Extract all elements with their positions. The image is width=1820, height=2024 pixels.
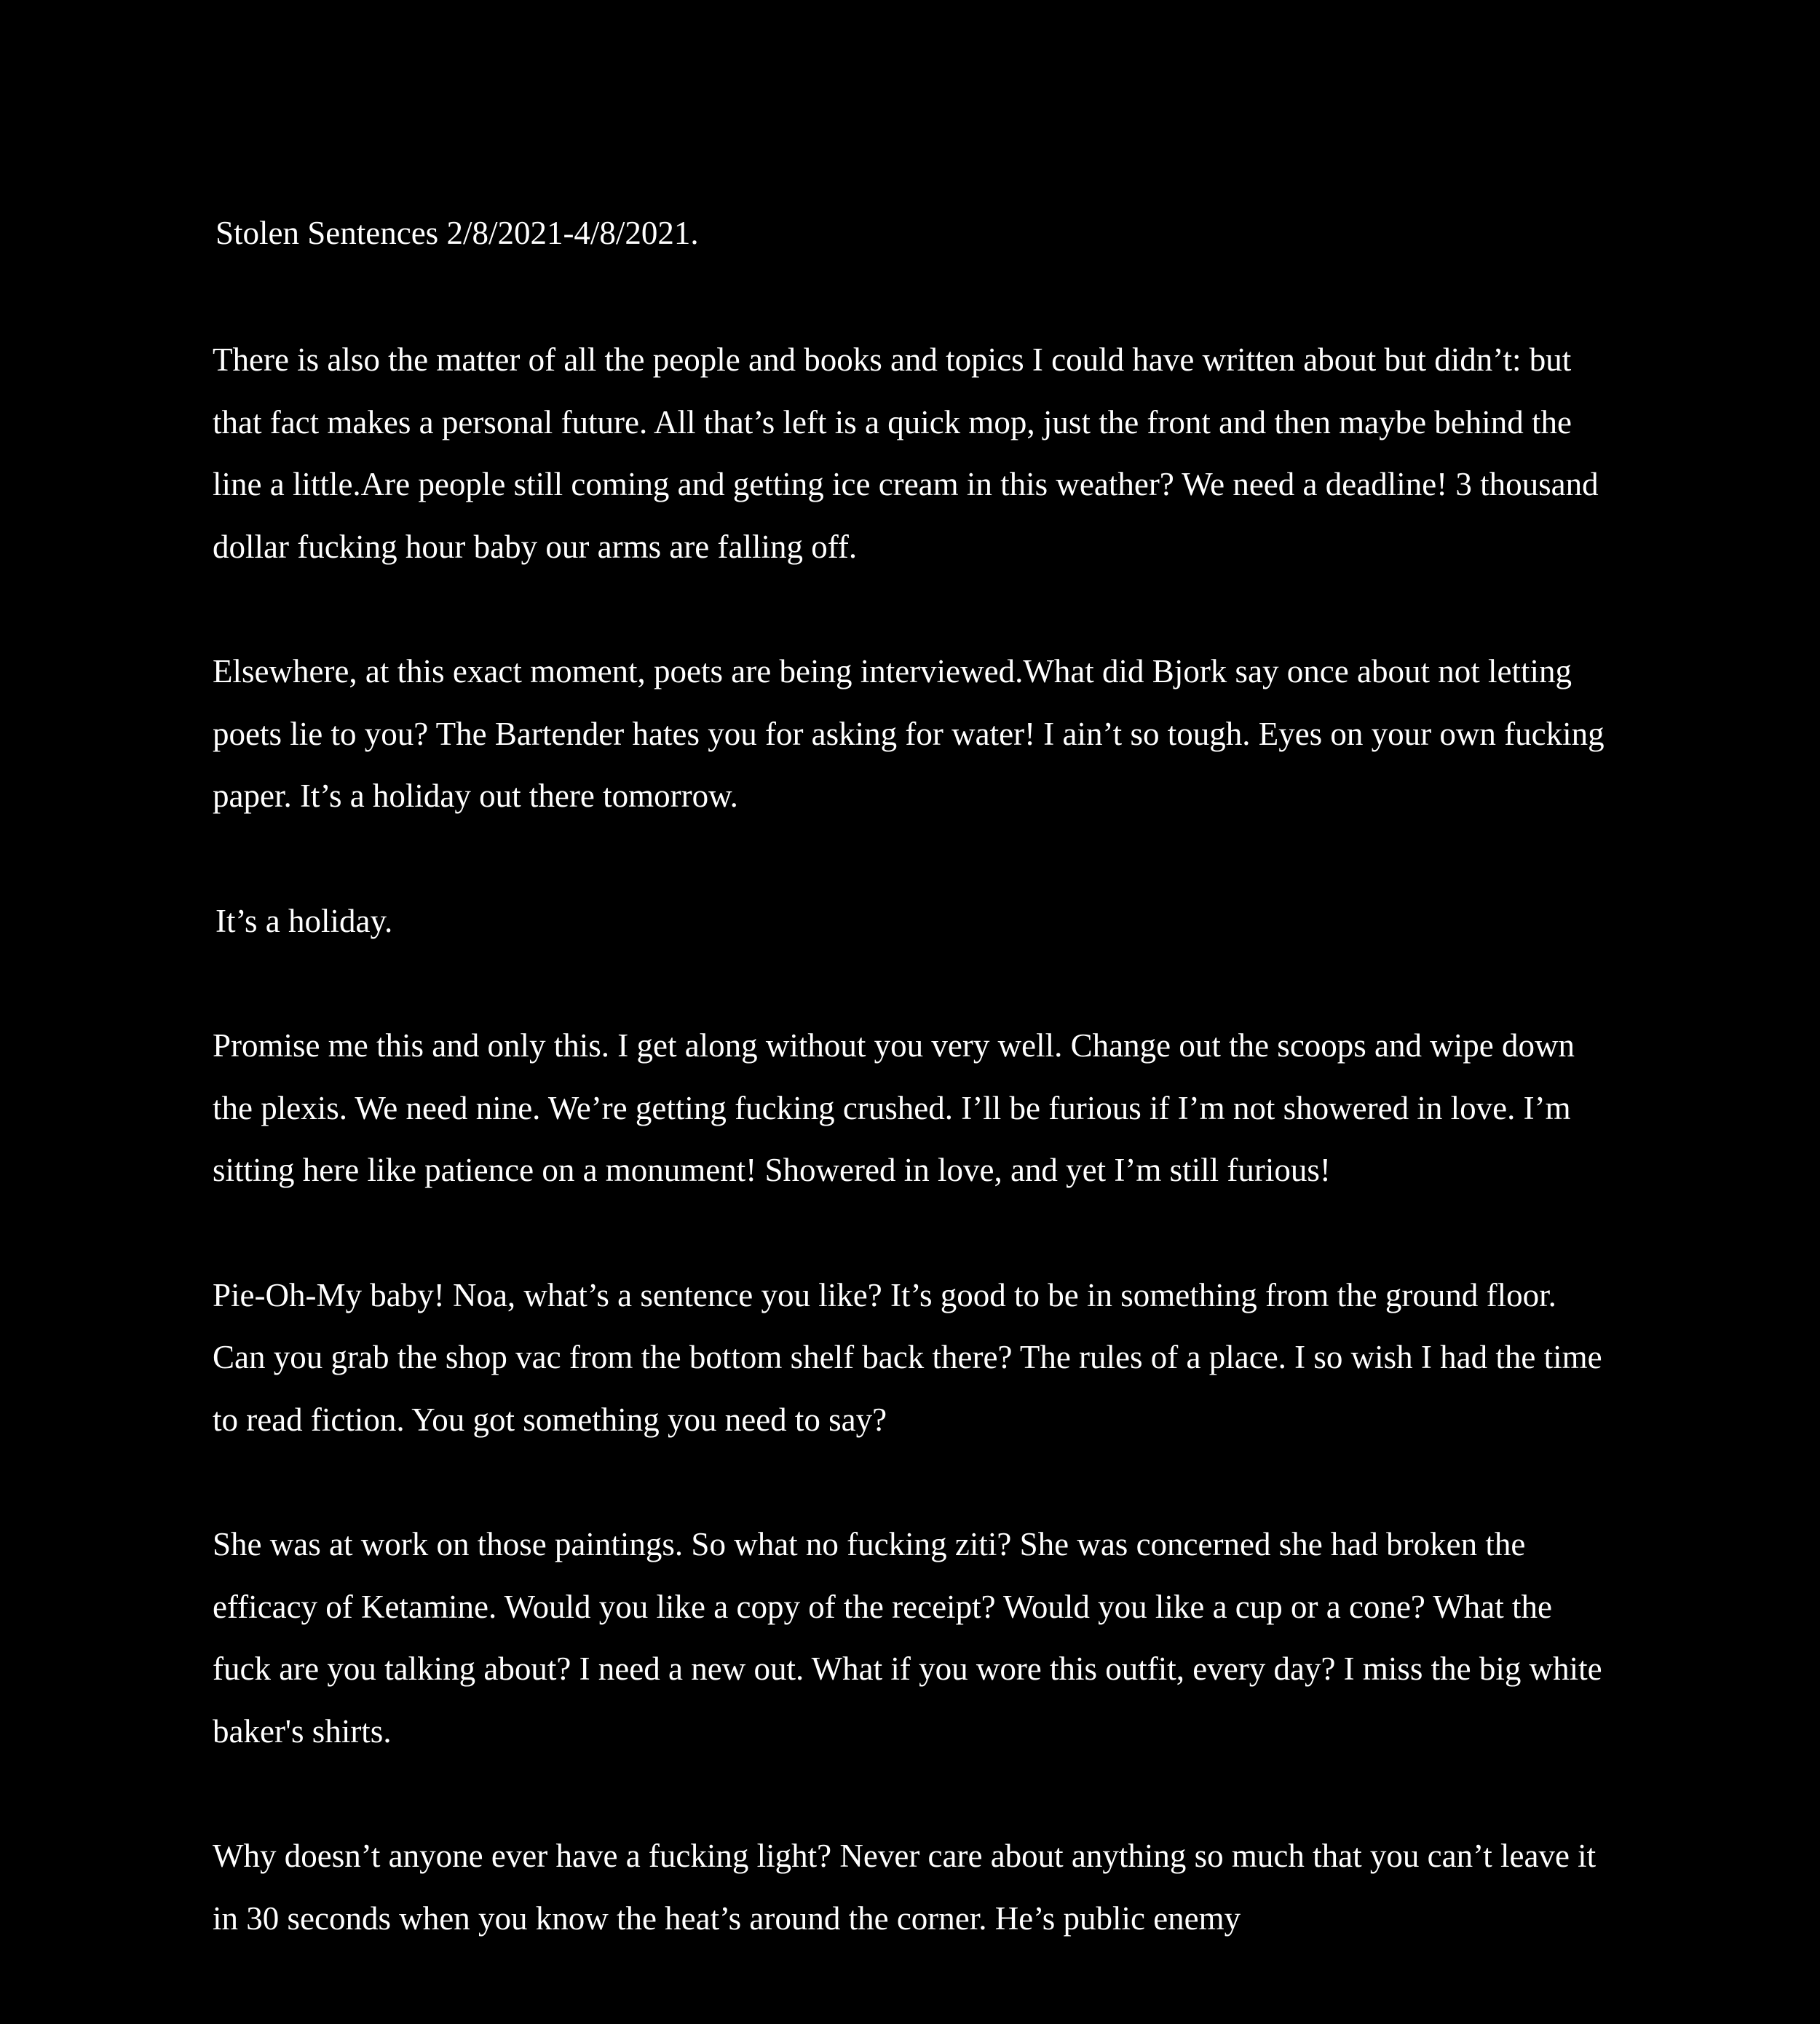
paragraph-5: Pie-Oh-My baby! Noa, what’s a sentence you like? It’s good to be in something from the ground floor. Can you grab the shop vac from the bottom shelf back there? The rules of a place. I so wish I had the time to read fiction. You got something you need to say? [213, 1276, 1602, 1438]
paragraph-2: Elsewhere, at this exact moment, poets are being interviewed.What did Bjork say once about not letting poets lie to you? The Bartender hates you for asking for water! I ain’t so tough. Eyes on your own fucking paper. It’s a holiday out there tomorrow. [213, 653, 1605, 814]
paragraph-6: She was at work on those paintings. So what no fucking ziti? She was concerned she had broken the efficacy of Ketamine. Would you like a copy of the receipt? Would you like a cup or a cone? What the fuck are you talking about? I need a new out. What if you wore this outfit, every day? I miss the big white baker's shirts. [213, 1526, 1602, 1750]
paragraph-4: Promise me this and only this. I get along without you very well. Change out the scoops and wipe down the plexis. We need nine. We’re getting fucking crushed. I’ll be furious if I’m not showered in love. I’m sitting here like patience on a monument! Showered in love, and yet I’m still furious! [213, 1027, 1575, 1188]
paragraph-3: It’s a holiday. [215, 902, 393, 939]
document-title: Stolen Sentences 2/8/2021-4/8/2021. [215, 215, 699, 251]
document-body [213, 211, 1610, 2012]
paragraph-7: Why doesn’t anyone ever have a fucking light? Never care about anything so much that you can’t leave it in 30 seconds when you know the heat’s around the corner. He’s public enemy [213, 1838, 1597, 1937]
paragraph-1: There is also the matter of all the people and books and topics I could have written about but didn’t: but that fact makes a personal future. All that’s left is a quick mop, just the front and then maybe behind the line a little.Are people still coming and getting ice cream in this weather? We need a deadline! 3 thousand dollar fucking hour baby our arms are falling off. [213, 341, 1599, 565]
